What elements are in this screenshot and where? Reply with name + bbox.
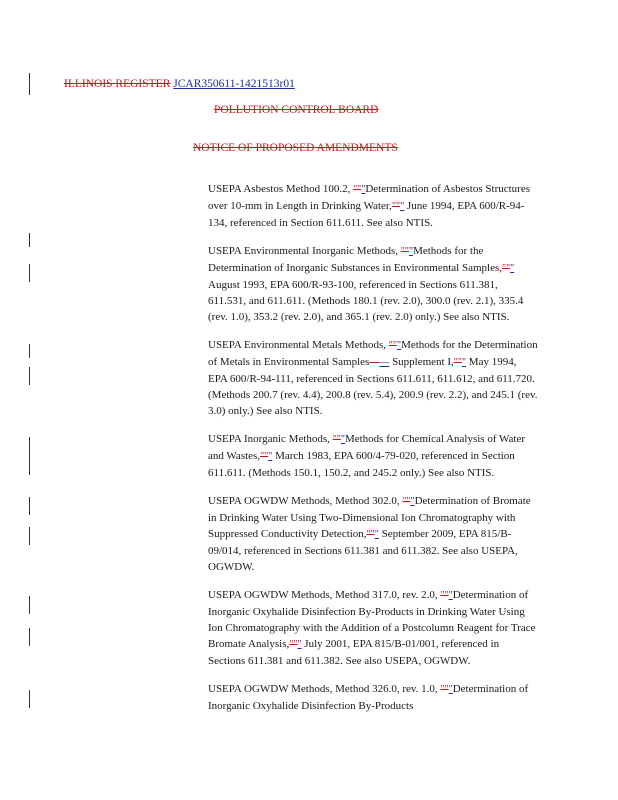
revision-bar <box>29 628 30 646</box>
method-entry: USEPA Inorganic Methods, """Methods for Chemical Analysis of Water and Wastes,""" March 1983, EPA 600/4-79-020, referenced in Section 611.611. (Methods 150.1, 150.2, and 245.2 only.) See also NTIS. <box>208 433 526 479</box>
revision-bar <box>29 233 30 247</box>
revision-bar <box>29 497 30 515</box>
method-entry: USEPA Environmental Inorganic Methods, """Methods for the Determination of Inorganic Substances in Environmental Samples,""" August 1993, EPA 600/R-93-100, referenced in Sections 611.381, 611.531, and 611.611. (Methods 180.1 (rev. 2.0), 300.0 (rev. 2.1), 335.4 (rev. 1.0), 353.2 (rev. 2.0), and 365.1 (rev. 2.0) only.) See also NTIS. <box>208 245 524 323</box>
revision-bar <box>29 690 30 708</box>
notice-title: NOTICE OF PROPOSED AMENDMENTS <box>193 142 398 154</box>
document-id: JCAR350611-1421513r01 <box>173 78 295 90</box>
methods-list <box>208 181 538 726</box>
revision-bar <box>29 344 30 358</box>
board-title: POLLUTION CONTROL BOARD <box>214 104 379 116</box>
method-entry: USEPA OGWDW Methods, Method 302.0, """Determination of Bromate in Drinking Water Using Two-Dimensional Ion Chromatography with Suppressed Conductivity Detection,""" September 2009, EPA 815/B-09/014, referenced in Sections 611.381 and 611.382. See also USEPA, OGWDW. <box>208 495 531 573</box>
method-entry: USEPA Asbestos Method 100.2, """Determination of Asbestos Structures over 10-mm in Length in Drinking Water,""" June 1994, EPA 600/R-94-134, referenced in Section 611.611. See also NTIS. <box>208 183 530 229</box>
revision-bar <box>29 73 30 95</box>
revision-bar <box>29 527 30 545</box>
register-title: ILLINOIS REGISTER <box>64 78 171 90</box>
method-entry: USEPA Environmental Metals Methods, """Methods for the Determination of Metals in Environmental Samples—— Supplement I,""" May 1994, EPA 600/R-94-111, referenced in Sections 611.611, 611.612, and 611.720. (Methods 200.7 (rev. 4.4), 200.8 (rev. 5.4), 200.9 (rev. 2.2), and 245.1 (rev. 3.0) only.) See also NTIS. <box>208 339 538 417</box>
register-header <box>64 78 295 90</box>
revision-bar <box>29 367 30 385</box>
method-entry: USEPA OGWDW Methods, Method 326.0, rev. 1.0, """Determination of Inorganic Oxyhalide Disinfection By-Products <box>208 683 529 712</box>
revision-bar <box>29 596 30 614</box>
method-entry: USEPA OGWDW Methods, Method 317.0, rev. 2.0, """Determination of Inorganic Oxyhalide Disinfection By-Products in Drinking Water Using Ion Chromatography with the Addition of a Postcolumn Reagent for Trace Bromate Analysis,""" July 2001, EPA 815/B-01/001, referenced in Sections 611.381 and 611.382. See also USEPA, OGWDW. <box>208 589 536 667</box>
revision-bar <box>29 437 30 475</box>
revision-bar <box>29 264 30 282</box>
